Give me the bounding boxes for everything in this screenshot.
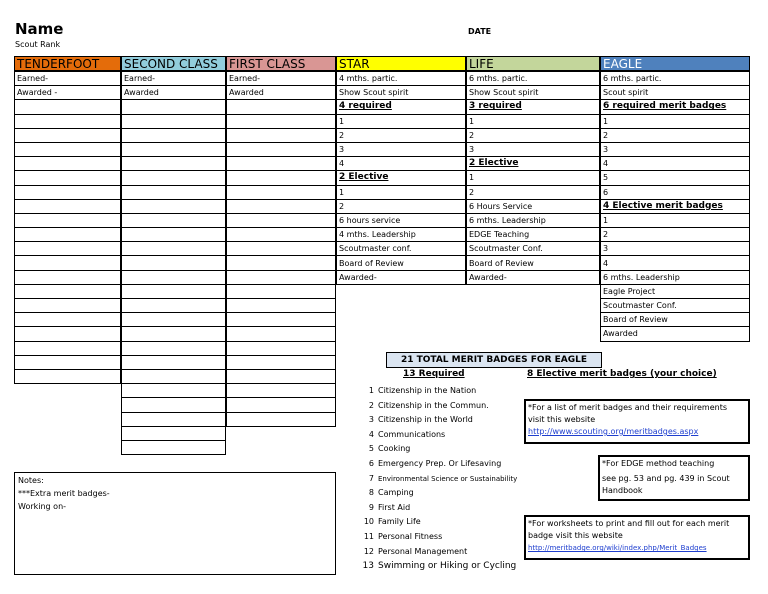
merit-badge-name: Emergency Prep. Or Lifesaving <box>378 459 502 468</box>
star-cell: 4 mths. partic. <box>337 72 466 86</box>
first-class-cell <box>227 242 336 256</box>
eagle-cell: 6 required merit badges <box>601 100 750 114</box>
merit-badge-number: 4 <box>368 429 374 439</box>
eagle-cell: 2 <box>601 128 750 142</box>
star-cell: Awarded- <box>337 270 466 284</box>
second-class-cell <box>122 114 226 128</box>
worksheets-link[interactable]: http://meritbadge.org/wiki/index.php/Merit_Badges <box>528 544 707 552</box>
eagle-cell: 4 <box>601 256 750 270</box>
second-class-cell <box>122 185 226 199</box>
second-class-cell <box>122 142 226 156</box>
first-class-cell <box>227 171 336 185</box>
life-cell: Awarded- <box>467 270 600 284</box>
life-cell: 3 <box>467 142 600 156</box>
merit-badge-name: Citizenship in the World <box>378 415 473 425</box>
merit-badge-name: First Aid <box>378 502 411 512</box>
first-class-cell <box>227 327 336 341</box>
merit-badge-item <box>360 486 414 500</box>
first-class-column <box>226 71 336 427</box>
rank-header-second-class: SECOND CLASS <box>121 56 226 71</box>
second-class-cell <box>122 199 226 213</box>
merit-badge-number: 6 <box>368 459 374 468</box>
tenderfoot-cell <box>15 242 121 256</box>
merit-list-box <box>524 399 750 444</box>
rank-header-star: STAR <box>336 56 466 71</box>
life-cell: 2 <box>467 185 600 199</box>
first-class-cell: Earned- <box>227 72 336 86</box>
tenderfoot-cell: Earned- <box>15 72 121 86</box>
merit-badge-name: Citizenship in the Nation <box>378 386 477 395</box>
eagle-cell: Awarded <box>601 327 750 341</box>
first-class-cell <box>227 284 336 298</box>
merit-badge-total-title: 21 TOTAL MERIT BADGES FOR EAGLE <box>386 352 602 368</box>
eagle-cell: 6 mths. partic. <box>601 72 750 86</box>
first-class-cell <box>227 228 336 242</box>
merit-badge-name: Personal Management <box>378 546 468 556</box>
eagle-cell: Eagle Project <box>601 284 750 298</box>
merit-badge-name: Cooking <box>378 444 411 454</box>
notes-working-on: Working on- <box>18 502 67 511</box>
second-class-column <box>121 71 226 455</box>
second-class-cell <box>122 256 226 270</box>
first-class-cell <box>227 128 336 142</box>
eagle-column <box>600 71 750 342</box>
second-class-cell <box>122 157 226 171</box>
star-cell: Scoutmaster conf. <box>337 242 466 256</box>
first-class-cell <box>227 213 336 227</box>
tenderfoot-cell <box>15 313 121 327</box>
eagle-cell: Scout spirit <box>601 86 750 100</box>
life-cell: 6 Hours Service <box>467 199 600 213</box>
tenderfoot-column <box>14 71 121 384</box>
worksheets-box <box>524 515 750 560</box>
life-cell: 1 <box>467 114 600 128</box>
life-cell: 2 <box>467 128 600 142</box>
second-class-cell: Awarded <box>122 86 226 100</box>
star-column <box>336 71 466 285</box>
date-label: DATE <box>468 27 492 36</box>
merit-badge-name: Communications <box>378 429 446 439</box>
eagle-cell: 3 <box>601 142 750 156</box>
star-cell: 3 <box>337 142 466 156</box>
merit-badge-item <box>360 399 489 413</box>
merit-badge-item <box>360 457 501 471</box>
rank-header-eagle: EAGLE <box>600 56 750 71</box>
second-class-cell <box>122 228 226 242</box>
eagle-cell: 6 mths. Leadership <box>601 270 750 284</box>
merit-badge-name: Camping <box>378 488 414 498</box>
tenderfoot-cell <box>15 284 121 298</box>
first-class-cell <box>227 142 336 156</box>
merit-badge-item <box>360 384 476 398</box>
rank-header-first-class: FIRST CLASS <box>226 56 336 71</box>
second-class-cell <box>122 426 226 440</box>
star-cell: 4 required <box>337 100 466 114</box>
second-class-cell <box>122 384 226 398</box>
merit-badge-number: 7 <box>368 473 374 483</box>
second-class-cell <box>122 355 226 369</box>
first-class-cell <box>227 199 336 213</box>
tenderfoot-cell <box>15 256 121 270</box>
life-cell: Scoutmaster Conf. <box>467 242 600 256</box>
eagle-cell: 1 <box>601 213 750 227</box>
tenderfoot-cell <box>15 228 121 242</box>
tenderfoot-cell <box>15 199 121 213</box>
second-class-cell <box>122 299 226 313</box>
merit-badge-item <box>360 428 445 442</box>
tenderfoot-cell <box>15 213 121 227</box>
tenderfoot-cell <box>15 369 121 383</box>
rank-header-tenderfoot: TENDERFOOT <box>14 56 121 71</box>
tenderfoot-cell <box>15 185 121 199</box>
edge-info-line1: *For EDGE method teaching <box>602 459 715 468</box>
first-class-cell <box>227 185 336 199</box>
tenderfoot-cell <box>15 327 121 341</box>
merit-list-link[interactable]: http://www.scouting.org/meritbadges.aspx <box>528 427 699 436</box>
merit-badge-name: Environmental Science or Sustainability <box>378 474 518 483</box>
merit-badge-number: 11 <box>363 532 374 541</box>
eagle-cell: 4 <box>601 157 750 171</box>
tenderfoot-cell <box>15 270 121 284</box>
merit-badge-item <box>360 413 473 427</box>
second-class-cell <box>122 242 226 256</box>
life-cell: 6 mths. Leadership <box>467 213 600 227</box>
tenderfoot-cell <box>15 171 121 185</box>
second-class-cell <box>122 412 226 426</box>
tenderfoot-cell <box>15 114 121 128</box>
tenderfoot-cell <box>15 128 121 142</box>
merit-badge-item <box>360 515 421 529</box>
life-cell: EDGE Teaching <box>467 228 600 242</box>
star-cell: 6 hours service <box>337 213 466 227</box>
rank-header-life: LIFE <box>466 56 600 71</box>
star-cell: Board of Review <box>337 256 466 270</box>
second-class-cell <box>122 100 226 114</box>
edge-info-line2: see pg. 53 and pg. 439 in Scout Handbook <box>602 474 730 495</box>
second-class-cell <box>122 369 226 383</box>
merit-badge-name: Citizenship in the Commun. <box>378 400 489 410</box>
tenderfoot-cell <box>15 100 121 114</box>
first-class-cell <box>227 398 336 412</box>
life-cell: Show Scout spirit <box>467 86 600 100</box>
eagle-cell: 1 <box>601 114 750 128</box>
first-class-cell <box>227 412 336 426</box>
merit-badge-name: Personal Fitness <box>378 532 443 541</box>
tenderfoot-cell <box>15 299 121 313</box>
merit-list-text: *For a list of merit badges and their requirements visit this website <box>528 403 728 424</box>
worksheets-text: *For worksheets to print and fill out for each merit badge visit this website <box>528 519 730 540</box>
second-class-cell <box>122 440 226 454</box>
merit-badge-number: 1 <box>368 386 374 395</box>
first-class-cell <box>227 355 336 369</box>
star-cell: 1 <box>337 114 466 128</box>
merit-badge-item <box>360 501 410 515</box>
merit-badge-number: 10 <box>363 517 374 527</box>
required-label: 13 Required <box>403 369 465 379</box>
life-cell: 2 Elective <box>467 157 600 171</box>
first-class-cell <box>227 100 336 114</box>
first-class-cell <box>227 114 336 128</box>
merit-badge-name: Family Life <box>378 517 421 527</box>
second-class-cell <box>122 398 226 412</box>
second-class-cell <box>122 284 226 298</box>
life-cell: 3 required <box>467 100 600 114</box>
star-cell: 4 <box>337 157 466 171</box>
first-class-cell: Awarded <box>227 86 336 100</box>
second-class-cell <box>122 213 226 227</box>
eagle-cell: Scoutmaster Conf. <box>601 299 750 313</box>
merit-badge-number: 5 <box>368 444 374 454</box>
merit-badge-number: 3 <box>368 415 374 425</box>
merit-badge-item <box>360 472 517 486</box>
life-cell: 1 <box>467 171 600 185</box>
merit-badge-number: 12 <box>363 546 374 556</box>
first-class-cell <box>227 256 336 270</box>
first-class-cell <box>227 270 336 284</box>
tenderfoot-cell <box>15 142 121 156</box>
second-class-cell <box>122 327 226 341</box>
name-label: Name <box>15 20 64 38</box>
merit-badge-item <box>360 442 410 456</box>
life-column <box>466 71 600 285</box>
eagle-cell: 6 <box>601 185 750 199</box>
star-cell: 2 <box>337 199 466 213</box>
star-cell: 2 <box>337 128 466 142</box>
first-class-cell <box>227 369 336 383</box>
tenderfoot-cell <box>15 341 121 355</box>
second-class-cell <box>122 128 226 142</box>
merit-badge-item <box>360 545 467 559</box>
tenderfoot-cell <box>15 355 121 369</box>
merit-badge-item <box>360 530 442 544</box>
notes-title: Notes: <box>18 476 44 485</box>
second-class-cell <box>122 171 226 185</box>
star-cell: 1 <box>337 185 466 199</box>
first-class-cell <box>227 384 336 398</box>
first-class-cell <box>227 157 336 171</box>
edge-info-box <box>598 455 750 501</box>
eagle-cell: 2 <box>601 228 750 242</box>
eagle-cell: Board of Review <box>601 313 750 327</box>
second-class-cell <box>122 341 226 355</box>
life-cell: 6 mths. partic. <box>467 72 600 86</box>
tenderfoot-cell: Awarded - <box>15 86 121 100</box>
star-cell: 4 mths. Leadership <box>337 228 466 242</box>
second-class-cell: Earned- <box>122 72 226 86</box>
merit-badge-number: 2 <box>368 400 374 410</box>
merit-badge-name: Swimming or Hiking or Cycling <box>378 561 517 572</box>
eagle-cell: 3 <box>601 242 750 256</box>
second-class-cell <box>122 270 226 284</box>
star-cell: 2 Elective <box>337 171 466 185</box>
merit-badge-number: 9 <box>368 502 374 512</box>
eagle-cell: 4 Elective merit badges <box>601 199 750 213</box>
first-class-cell <box>227 341 336 355</box>
first-class-cell <box>227 299 336 313</box>
eagle-cell: 5 <box>601 171 750 185</box>
merit-badge-item <box>360 559 516 573</box>
first-class-cell <box>227 313 336 327</box>
second-class-cell <box>122 313 226 327</box>
life-cell: Board of Review <box>467 256 600 270</box>
star-cell: Show Scout spirit <box>337 86 466 100</box>
elective-label: 8 Elective merit badges (your choice) <box>527 369 717 379</box>
notes-box <box>14 472 336 575</box>
tenderfoot-cell <box>15 157 121 171</box>
notes-extra-merit-badges: ***Extra merit badges- <box>18 489 110 498</box>
scout-rank-label: Scout Rank <box>15 40 61 49</box>
merit-badge-number: 8 <box>368 488 374 498</box>
merit-badge-number: 13 <box>362 561 374 572</box>
